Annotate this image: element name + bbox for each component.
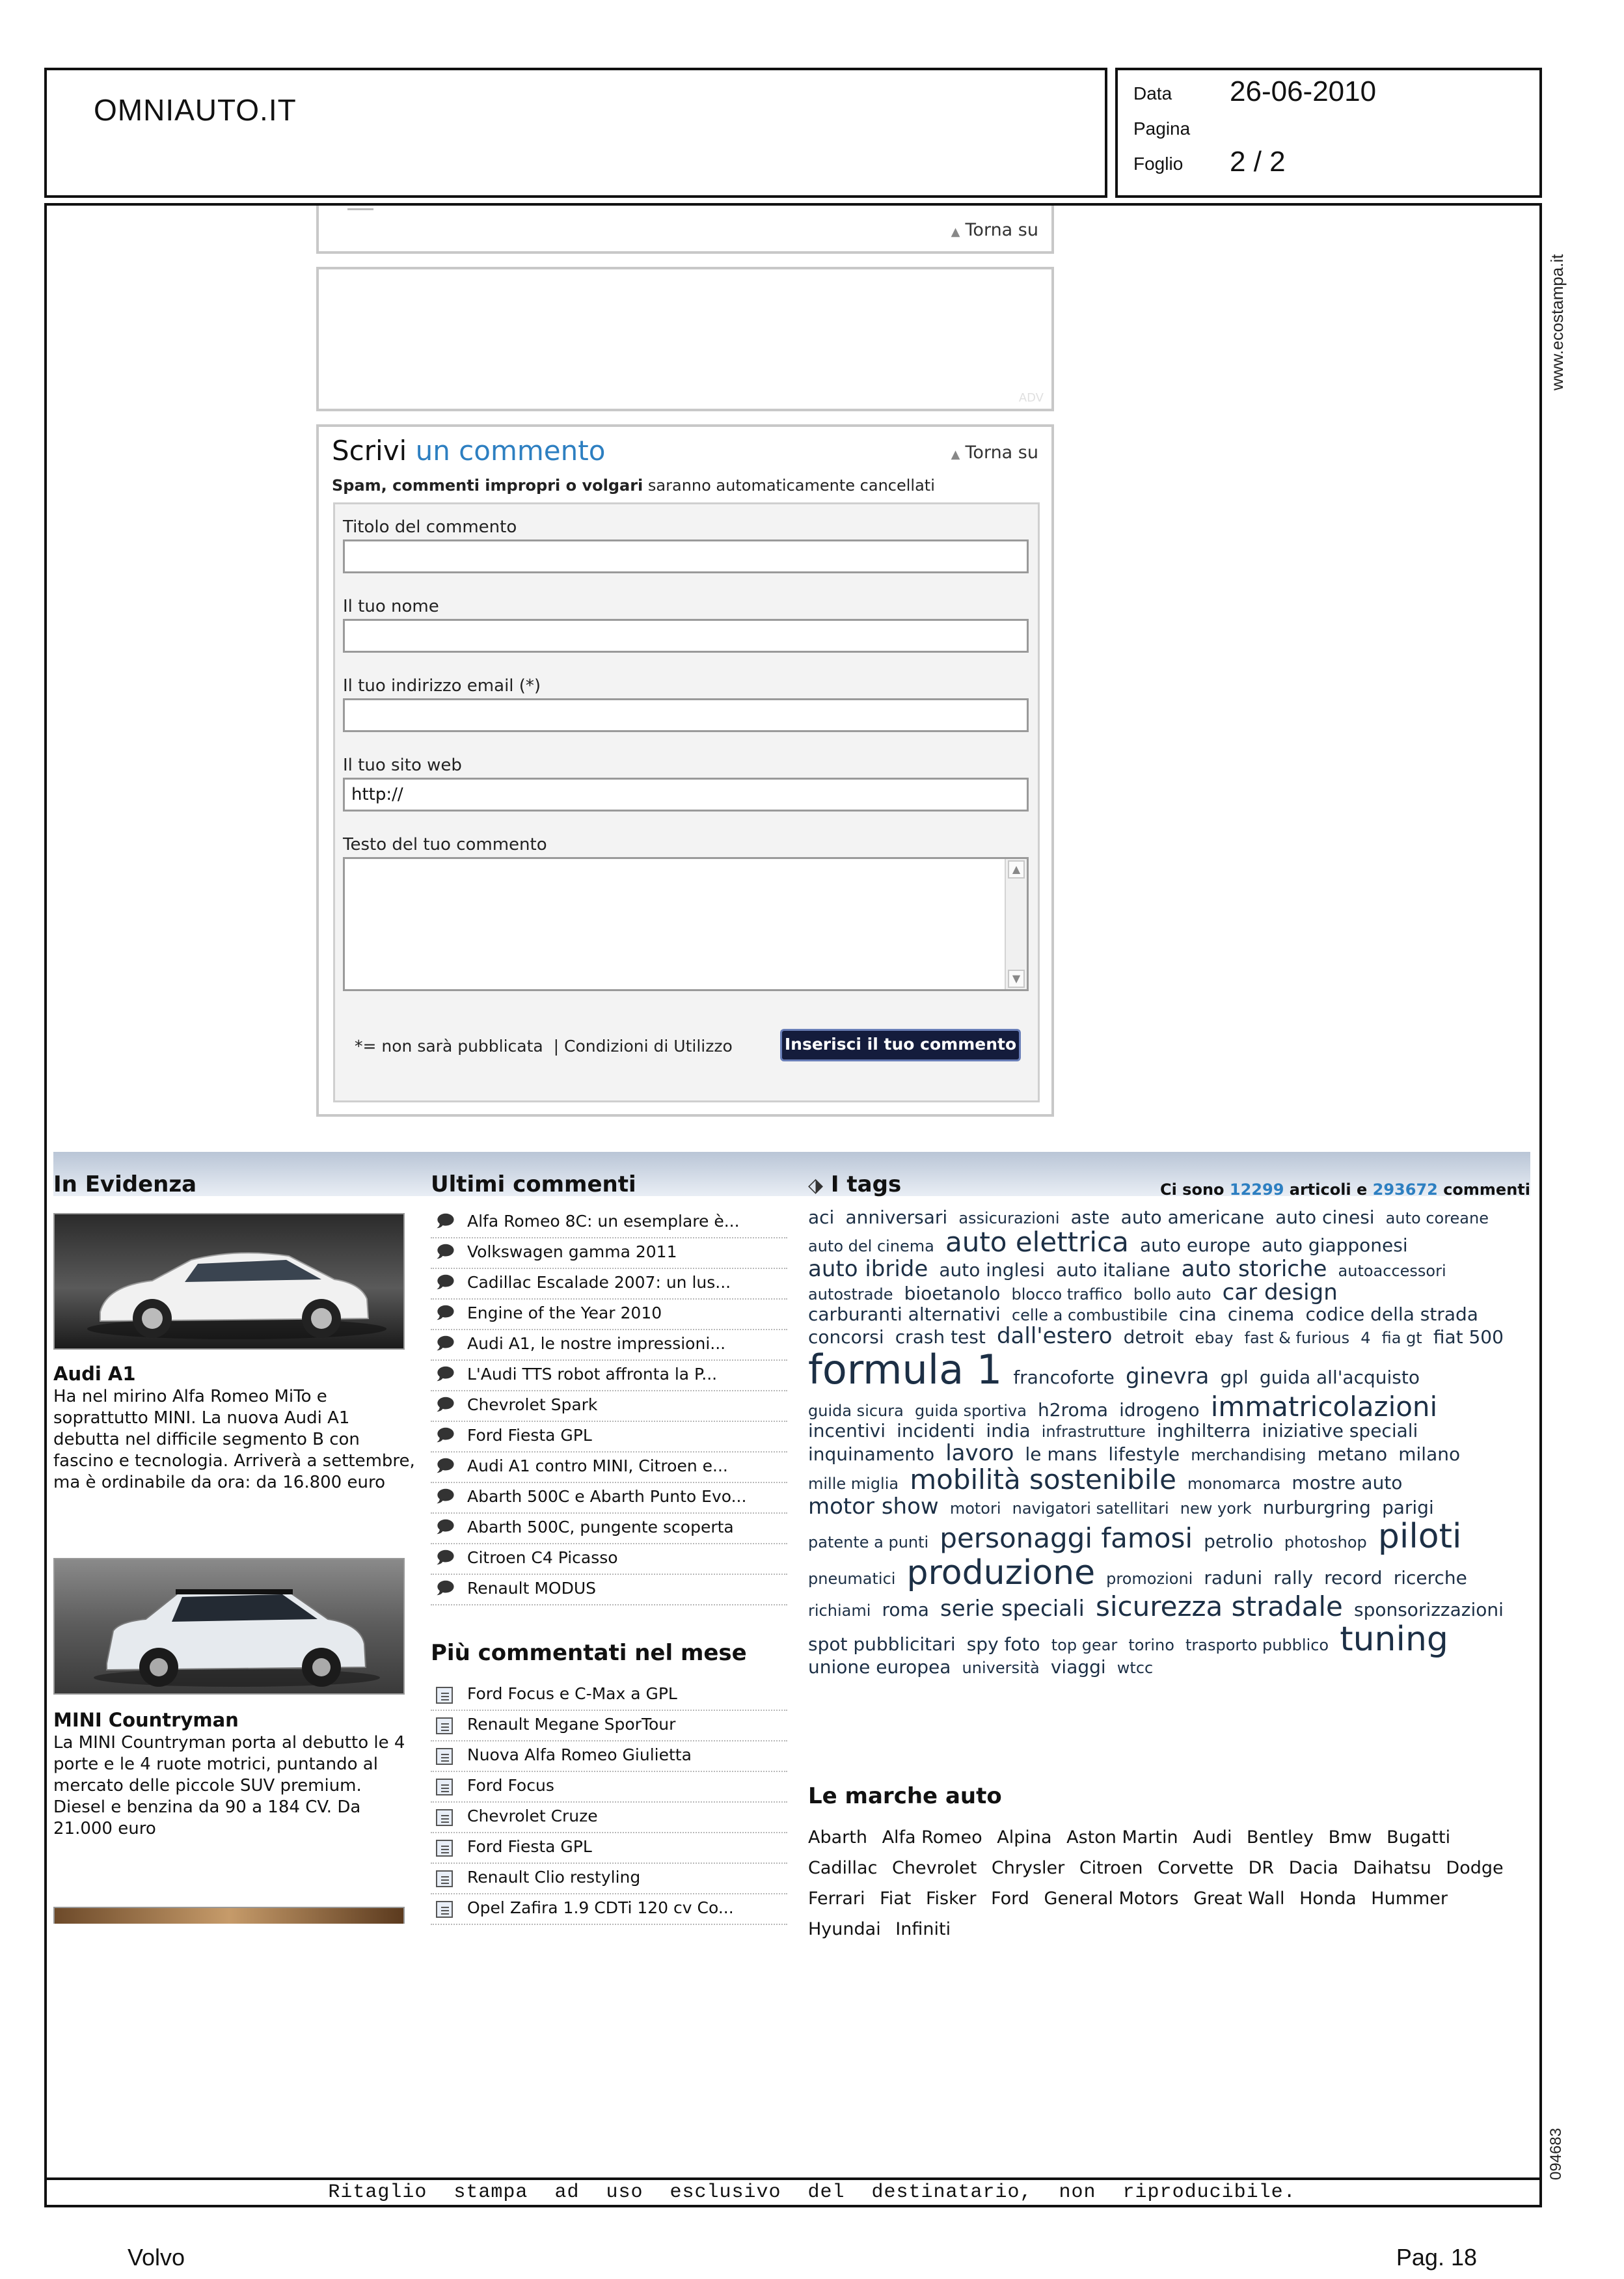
- comment-bubble-icon: 🗩: [436, 1242, 455, 1262]
- ultimi-item[interactable]: [431, 1330, 787, 1361]
- tag-link[interactable]: metano: [1317, 1443, 1388, 1465]
- tag-link[interactable]: cinema: [1227, 1303, 1295, 1326]
- scroll-up-icon[interactable]: ▲: [1008, 860, 1025, 879]
- marche-heading: Le marche auto: [808, 1783, 1002, 1809]
- comment-bubble-icon: 🗩: [436, 1487, 455, 1507]
- name-label: Il tuo nome: [343, 597, 439, 616]
- ultimi-item-label: Abarth 500C e Abarth Punto Evo...: [467, 1487, 747, 1506]
- ultimi-item[interactable]: [431, 1391, 787, 1422]
- brand-link[interactable]: Chevrolet: [892, 1858, 977, 1878]
- mini-countryman-desc: La MINI Countryman porta al debutto le 4 porte e le 4 ruote motrici, puntando al mercato delle piccole SUV premium. Diesel e benzina da 90 a 184 CV. Da 21.000 euro: [53, 1733, 405, 1838]
- piu-commentati-item-label: Renault Clio restyling: [467, 1868, 641, 1887]
- tag-link[interactable]: ricerche: [1393, 1567, 1467, 1589]
- comment-bubble-icon: 🗩: [436, 1579, 455, 1598]
- tag-link[interactable]: guida sportiva: [914, 1401, 1027, 1420]
- brand-link[interactable]: Alfa Romeo: [882, 1827, 982, 1848]
- form-footer-note: *= non sarà pubblicata | Condizioni di Utilizzo: [355, 1037, 733, 1056]
- conditions-link[interactable]: Condizioni di Utilizzo: [564, 1037, 733, 1056]
- ultimi-item-label: Ford Fiesta GPL: [467, 1426, 592, 1445]
- audi-a1-photo[interactable]: [53, 1213, 405, 1350]
- side-url: www.ecostampa.it: [1547, 254, 1567, 390]
- piu-commentati-item-label: Ford Fiesta GPL: [467, 1837, 592, 1856]
- brand-link[interactable]: Great Wall: [1193, 1889, 1285, 1909]
- tags-heading-label: I tags: [830, 1171, 902, 1197]
- tag-link[interactable]: nurburgring: [1262, 1496, 1371, 1518]
- tag-link[interactable]: ebay: [1195, 1329, 1234, 1348]
- brand-link[interactable]: Fiat: [880, 1889, 912, 1909]
- up-arrow-icon: ▲: [951, 448, 960, 461]
- torna-su-label: Torna su: [965, 220, 1038, 240]
- article-icon: [436, 1870, 453, 1887]
- tag-link[interactable]: produzione: [906, 1553, 1096, 1593]
- tag-link[interactable]: blocco traffico: [1011, 1285, 1122, 1304]
- torna-su-link[interactable]: [951, 443, 1038, 463]
- tag-link[interactable]: concorsi: [808, 1326, 884, 1348]
- ultimi-item-label: Engine of the Year 2010: [467, 1303, 662, 1322]
- tag-link[interactable]: record: [1324, 1567, 1383, 1589]
- site-label: Il tuo sito web: [343, 756, 462, 775]
- article-icon: [436, 1717, 453, 1734]
- ultimi-heading: Ultimi commenti: [431, 1171, 636, 1197]
- tag-link[interactable]: dall'estero: [996, 1323, 1113, 1350]
- article-icon: [436, 1809, 453, 1826]
- tag-link[interactable]: unione europea: [808, 1656, 951, 1678]
- tag-link[interactable]: auto coreane: [1385, 1209, 1489, 1227]
- ultimi-column: [431, 1171, 787, 1926]
- up-arrow-icon: ▲: [951, 225, 960, 239]
- comment-bubble-icon: 🗩: [436, 1303, 455, 1323]
- tag-link[interactable]: guida sicura: [808, 1401, 904, 1420]
- brand-link[interactable]: Audi: [1193, 1827, 1232, 1848]
- frame-divider: [44, 2177, 1542, 2180]
- tag-link[interactable]: rally: [1273, 1567, 1314, 1589]
- tag-link[interactable]: trasporto pubblico: [1185, 1636, 1329, 1654]
- ultimi-item[interactable]: [431, 1208, 787, 1238]
- publication-header: [44, 68, 1107, 198]
- tag-link[interactable]: roma: [882, 1598, 929, 1620]
- brand-link[interactable]: Chrysler: [991, 1858, 1065, 1878]
- tag-link[interactable]: lifestyle: [1108, 1443, 1180, 1465]
- comment-bubble-icon: 🗩: [436, 1395, 455, 1415]
- tag-link[interactable]: pneumatici: [808, 1570, 896, 1589]
- tag-link[interactable]: crash test: [895, 1326, 986, 1348]
- tag-icon: ⬗: [808, 1174, 824, 1197]
- form-fields: [333, 502, 1040, 1102]
- tag-link[interactable]: ginevra: [1125, 1363, 1210, 1389]
- comment-form: [316, 424, 1054, 1117]
- ultimi-item-label: Cadillac Escalade 2007: un lus...: [467, 1273, 731, 1292]
- brand-link[interactable]: Corvette: [1157, 1858, 1234, 1878]
- brand-link[interactable]: Honda: [1299, 1889, 1357, 1909]
- tag-link[interactable]: milano: [1398, 1443, 1461, 1465]
- tag-link[interactable]: mobilità sostenibile: [910, 1464, 1176, 1496]
- comment-textarea[interactable]: [343, 857, 1029, 991]
- tag-link[interactable]: bollo auto: [1133, 1285, 1211, 1304]
- articles-count: 12299: [1229, 1180, 1284, 1199]
- tag-link[interactable]: le mans: [1025, 1443, 1098, 1465]
- tag-link[interactable]: aci: [808, 1207, 835, 1228]
- comment-bubble-icon: 🗩: [436, 1426, 455, 1445]
- piu-commentati-heading: Più commentati nel mese: [431, 1640, 747, 1666]
- side-code: 094683: [1547, 2127, 1565, 2180]
- tags-heading: [808, 1171, 901, 1197]
- footer-brand: Volvo: [128, 2244, 185, 2271]
- tag-link[interactable]: aste: [1070, 1207, 1110, 1228]
- audi-a1-desc: Ha nel mirino Alfa Romeo MiTo e soprattutto MINI. La nuova Audi A1 debutta nel difficile segmento B con fascino e tecnologia. Arriverà a settembre, ma è ordinabile da ora: da 16.800 euro: [53, 1387, 415, 1492]
- form-title: [332, 435, 605, 467]
- spam-warning-rest: saranno automaticamente cancellati: [647, 476, 935, 495]
- tag-link[interactable]: idrogeno: [1119, 1399, 1200, 1421]
- tag-link[interactable]: auto inglesi: [939, 1259, 1045, 1281]
- torna-su-link[interactable]: [951, 220, 1038, 240]
- ad-label: ADV: [1018, 391, 1044, 405]
- piu-commentati-item-label: Chevrolet Cruze: [467, 1807, 598, 1825]
- torna-su-label: Torna su: [965, 443, 1038, 463]
- comment-bubble-icon: 🗩: [436, 1334, 455, 1354]
- tag-link[interactable]: spy foto: [966, 1633, 1040, 1655]
- ultimi-item-label: Alfa Romeo 8C: un esemplare è...: [467, 1212, 740, 1231]
- comment-bubble-icon: 🗩: [436, 1212, 455, 1231]
- ultimi-item[interactable]: [431, 1544, 787, 1575]
- scroll-down-icon[interactable]: ▼: [1008, 970, 1025, 988]
- brand-link[interactable]: DR: [1248, 1858, 1275, 1878]
- tag-link[interactable]: personaggi famosi: [940, 1522, 1193, 1555]
- ultimi-item-label: Audi A1, le nostre impressioni...: [467, 1334, 726, 1353]
- tag-link[interactable]: 4: [1360, 1329, 1371, 1348]
- brand-link[interactable]: Bmw: [1328, 1827, 1372, 1848]
- piu-commentati-item[interactable]: [431, 1680, 787, 1711]
- tag-link[interactable]: piloti: [1377, 1517, 1462, 1557]
- tag-link[interactable]: top gear: [1051, 1636, 1118, 1654]
- tag-link[interactable]: sicurezza stradale: [1096, 1590, 1343, 1622]
- ultimi-item-label: L'Audi TTS robot affronta la P...: [467, 1365, 718, 1384]
- tag-link[interactable]: gpl: [1220, 1366, 1249, 1388]
- ultimi-item[interactable]: [431, 1422, 787, 1453]
- tag-link[interactable]: celle a combustibile: [1011, 1306, 1168, 1325]
- tag-link[interactable]: codice della strada: [1305, 1303, 1478, 1326]
- tag-link[interactable]: auto giapponesi: [1262, 1235, 1408, 1257]
- brand-link[interactable]: Infiniti: [895, 1919, 951, 1939]
- brand-link[interactable]: Ferrari: [808, 1889, 865, 1909]
- tag-link[interactable]: patente a punti: [808, 1533, 929, 1552]
- brand-link[interactable]: Ford: [991, 1889, 1029, 1909]
- piu-commentati-item[interactable]: [431, 1711, 787, 1741]
- comment-bubble-icon: 🗩: [436, 1518, 455, 1537]
- tag-link[interactable]: parigi: [1381, 1496, 1434, 1518]
- tag-link[interactable]: new york: [1180, 1499, 1252, 1518]
- tag-link[interactable]: autostrade: [808, 1285, 893, 1304]
- foglio-label: Foglio: [1133, 154, 1184, 174]
- brand-list: [808, 1822, 1530, 1945]
- tag-link[interactable]: tuning: [1340, 1620, 1448, 1659]
- piu-commentati-item-label: Ford Focus: [467, 1776, 554, 1795]
- brand-link[interactable]: Cadillac: [808, 1858, 878, 1878]
- ultimi-item[interactable]: [431, 1238, 787, 1269]
- tag-link[interactable]: motori: [949, 1499, 1001, 1518]
- tag-link[interactable]: auto cinesi: [1275, 1207, 1375, 1228]
- tag-link[interactable]: incidenti: [897, 1420, 975, 1442]
- tag-link[interactable]: anniversari: [845, 1207, 948, 1228]
- email-label: Il tuo indirizzo email (*): [343, 676, 541, 696]
- ultimi-item-label: Volkswagen gamma 2011: [467, 1242, 677, 1261]
- tag-link[interactable]: cina: [1178, 1303, 1217, 1326]
- tag-link[interactable]: auto europe: [1139, 1235, 1251, 1257]
- top-box: [316, 206, 1054, 254]
- form-title-a: Scrivi: [332, 435, 407, 467]
- piu-commentati-item-label: Nuova Alfa Romeo Giulietta: [467, 1745, 692, 1764]
- tag-link[interactable]: guida all'acquisto: [1259, 1366, 1420, 1388]
- form-title-b: un commento: [415, 435, 606, 467]
- brand-link[interactable]: Hyundai: [808, 1919, 881, 1939]
- ultimi-item[interactable]: [431, 1575, 787, 1605]
- site-stats: [1160, 1180, 1530, 1199]
- tag-link[interactable]: immatricolazioni: [1210, 1390, 1438, 1423]
- name-input[interactable]: [343, 619, 1029, 653]
- piu-commentati-item[interactable]: [431, 1864, 787, 1894]
- article-icon: [436, 1748, 453, 1765]
- tag-link[interactable]: auto americane: [1120, 1207, 1265, 1228]
- stats-mid: articoli e: [1289, 1180, 1368, 1199]
- brand-link[interactable]: Daihatsu: [1353, 1858, 1431, 1878]
- brand-link[interactable]: General Motors: [1044, 1889, 1179, 1909]
- tags-header: [808, 1171, 1530, 1210]
- foglio-value: 2 / 2: [1230, 146, 1286, 178]
- piu-commentati-item[interactable]: [431, 1894, 787, 1925]
- ultimi-item[interactable]: [431, 1269, 787, 1300]
- tag-link[interactable]: fiat 500: [1433, 1326, 1504, 1348]
- tag-link[interactable]: auto del cinema: [808, 1237, 934, 1256]
- brand-link[interactable]: Alpina: [997, 1827, 1052, 1848]
- brand-link[interactable]: Bentley: [1247, 1827, 1314, 1848]
- article-icon: [436, 1687, 453, 1704]
- piu-commentati-item-label: Opel Zafira 1.9 CDTi 120 cv Co...: [467, 1898, 734, 1917]
- brand-link[interactable]: Dacia: [1288, 1858, 1338, 1878]
- brand-link[interactable]: Citroen: [1079, 1858, 1143, 1878]
- tag-link[interactable]: auto elettrica: [945, 1226, 1129, 1259]
- pagina-label: Pagina: [1133, 118, 1191, 139]
- ultimi-item-label: Citroen C4 Picasso: [467, 1548, 618, 1567]
- clipping-notice: Ritaglio stampa ad uso esclusivo del destinatario, non riproducibile.: [328, 2181, 1296, 2204]
- comment-bubble-icon: 🗩: [436, 1456, 455, 1476]
- tag-link[interactable]: richiami: [808, 1601, 871, 1620]
- mini-countryman-title[interactable]: MINI Countryman: [53, 1709, 239, 1731]
- ultimi-item[interactable]: [431, 1453, 787, 1483]
- tag-link[interactable]: francoforte: [1013, 1366, 1115, 1388]
- tag-link[interactable]: mille miglia: [808, 1475, 899, 1494]
- email-input[interactable]: [343, 698, 1029, 732]
- ultimi-item[interactable]: [431, 1514, 787, 1544]
- tag-link[interactable]: viaggi: [1050, 1656, 1106, 1678]
- stats-pre: Ci sono: [1159, 1180, 1225, 1199]
- submit-comment-button[interactable]: Inserisci il tuo commento: [780, 1029, 1021, 1061]
- tag-link[interactable]: assicurazioni: [958, 1209, 1060, 1227]
- data-label: Data: [1133, 83, 1172, 103]
- title-label: Titolo del commento: [343, 517, 517, 537]
- tag-link[interactable]: fia gt: [1381, 1329, 1422, 1348]
- spam-warning: [332, 476, 935, 495]
- tag-link[interactable]: bioetanolo: [904, 1283, 1001, 1305]
- mini-countryman-car-image: [55, 1559, 405, 1695]
- tag-link[interactable]: photoshop: [1284, 1533, 1367, 1552]
- site-input[interactable]: http://: [343, 778, 1029, 812]
- ultimi-item-label: Renault MODUS: [467, 1579, 596, 1598]
- brand-link[interactable]: Hummer: [1371, 1889, 1448, 1909]
- ultimi-item-label: Audi A1 contro MINI, Citroen e...: [467, 1456, 728, 1475]
- data-value: 26-06-2010: [1230, 75, 1377, 107]
- tag-link[interactable]: infrastrutture: [1041, 1423, 1146, 1441]
- ultimi-item[interactable]: [431, 1300, 787, 1330]
- evidenza-heading: In Evidenza: [53, 1171, 197, 1197]
- title-input[interactable]: [343, 539, 1029, 573]
- brand-link[interactable]: Aston Martin: [1066, 1827, 1178, 1848]
- tag-link[interactable]: formula 1: [808, 1345, 1003, 1393]
- tag-link[interactable]: iniziative speciali: [1262, 1420, 1418, 1442]
- ultimi-item-label: Chevrolet Spark: [467, 1395, 598, 1414]
- tag-link[interactable]: navigatori satellitari: [1012, 1499, 1169, 1518]
- clipping-info: [1115, 68, 1542, 198]
- tag-link[interactable]: serie speciali: [940, 1595, 1085, 1622]
- tag-link[interactable]: auto storiche: [1181, 1255, 1327, 1282]
- tag-link[interactable]: inquinamento: [808, 1443, 935, 1465]
- tag-link[interactable]: promozioni: [1106, 1570, 1193, 1589]
- piu-commentati-item-label: Ford Focus e C-Max a GPL: [467, 1684, 677, 1703]
- tag-link[interactable]: incentivi: [808, 1420, 886, 1442]
- footer-page: Pag. 18: [1396, 2244, 1477, 2271]
- tag-link[interactable]: mostre auto: [1292, 1472, 1403, 1494]
- tag-cloud: [808, 1208, 1530, 1677]
- tag-link[interactable]: autoaccessori: [1338, 1261, 1446, 1280]
- brand-link[interactable]: Fisker: [925, 1889, 977, 1909]
- ultimi-item-label: Abarth 500C, pungente scoperta: [467, 1518, 734, 1536]
- tag-link[interactable]: wtcc: [1116, 1659, 1154, 1678]
- third-evidenza-photo[interactable]: [53, 1907, 405, 1924]
- tag-link[interactable]: detroit: [1123, 1326, 1184, 1348]
- tag-link[interactable]: lavoro: [945, 1440, 1014, 1466]
- textarea-scrollbar[interactable]: [1005, 859, 1027, 989]
- audi-a1-car-image: [55, 1214, 405, 1350]
- tag-link[interactable]: monomarca: [1187, 1475, 1281, 1494]
- tag-link[interactable]: india: [986, 1420, 1031, 1442]
- spam-warning-bold: Spam, commenti impropri o volgari: [332, 476, 643, 495]
- tag-link[interactable]: auto italiane: [1056, 1259, 1171, 1281]
- audi-a1-title[interactable]: Audi A1: [53, 1363, 136, 1385]
- piu-commentati-item-label: Renault Megane SporTour: [467, 1715, 676, 1734]
- brand-link[interactable]: Dodge: [1446, 1858, 1504, 1878]
- tag-link[interactable]: motor show: [808, 1493, 939, 1520]
- piu-commentati-item[interactable]: [431, 1741, 787, 1772]
- publication-name: OMNIAUTO.IT: [94, 93, 297, 127]
- piu-commentati-list: [431, 1680, 787, 1925]
- tag-link[interactable]: petrolio: [1204, 1531, 1273, 1553]
- article-icon: [436, 1901, 453, 1918]
- ultimi-item[interactable]: [431, 1483, 787, 1514]
- article-icon: [436, 1840, 453, 1857]
- comment-bubble-icon: 🗩: [436, 1273, 455, 1292]
- comment-bubble-icon: 🗩: [436, 1365, 455, 1384]
- text-label: Testo del tuo commento: [343, 835, 547, 854]
- comments-count: 293672: [1372, 1180, 1438, 1199]
- tag-link[interactable]: raduni: [1204, 1567, 1263, 1589]
- tag-link[interactable]: auto ibride: [808, 1255, 928, 1282]
- ultimi-item[interactable]: [431, 1361, 787, 1391]
- cut-mark: [347, 208, 373, 210]
- stats-post: commenti: [1443, 1180, 1530, 1199]
- brand-link[interactable]: Bugatti: [1387, 1827, 1451, 1848]
- tag-link[interactable]: inghilterra: [1156, 1420, 1251, 1442]
- tag-link[interactable]: torino: [1128, 1636, 1174, 1654]
- ultimi-list: [431, 1208, 787, 1605]
- mini-countryman-photo[interactable]: [53, 1558, 405, 1695]
- brand-link[interactable]: Abarth: [808, 1827, 867, 1848]
- tag-link[interactable]: merchandising: [1191, 1445, 1306, 1464]
- tag-link[interactable]: car design: [1222, 1279, 1338, 1306]
- comment-bubble-icon: 🗩: [436, 1548, 455, 1568]
- piu-commentati-item[interactable]: [431, 1833, 787, 1864]
- tag-link[interactable]: sponsorizzazioni: [1353, 1598, 1504, 1620]
- ad-box[interactable]: [316, 267, 1054, 411]
- piu-commentati-item[interactable]: [431, 1772, 787, 1803]
- privacy-note: *= non sarà pubblicata: [355, 1037, 543, 1056]
- tag-link[interactable]: fast & furious: [1244, 1329, 1350, 1348]
- tag-link[interactable]: università: [962, 1659, 1040, 1678]
- tag-link[interactable]: carburanti alternativi: [808, 1303, 1001, 1326]
- evidenza-column: [53, 1171, 431, 1924]
- piu-commentati-item[interactable]: [431, 1803, 787, 1833]
- tag-link[interactable]: spot pubblicitari: [808, 1633, 956, 1655]
- tag-link[interactable]: h2roma: [1038, 1399, 1109, 1421]
- article-icon: [436, 1779, 453, 1795]
